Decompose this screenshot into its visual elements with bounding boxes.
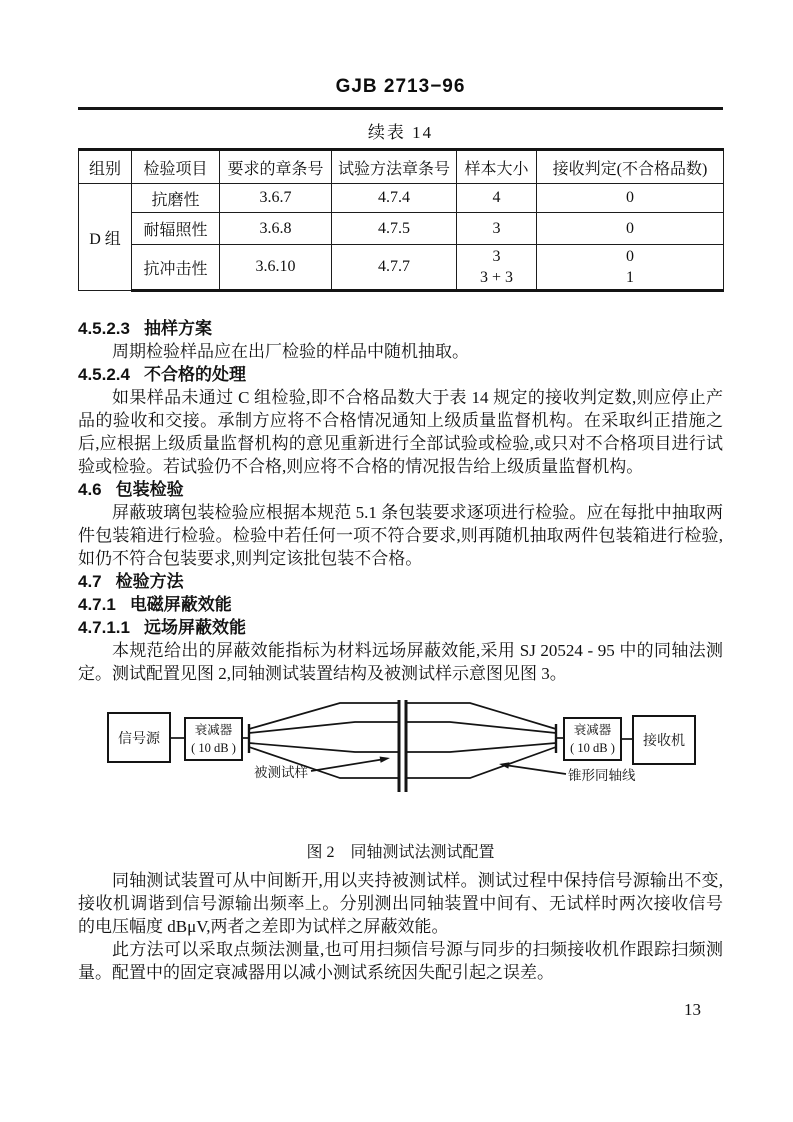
col-header-item: 检验项目: [132, 150, 220, 184]
heading-number: 4.5.2.3: [78, 319, 130, 338]
col-header-req-clause: 要求的章条号: [220, 150, 332, 184]
accept-cell: 0: [537, 184, 724, 213]
heading-number: 4.7.1: [78, 595, 116, 614]
heading-4-5-2-3: [78, 317, 723, 340]
accept-cell: [537, 245, 724, 291]
sample-line-1: 3: [492, 248, 501, 265]
heading-title: 检验方法: [115, 572, 184, 591]
sample-cell: 3: [457, 213, 537, 245]
col-header-accept: 接收判定(不合格品数): [537, 150, 724, 184]
col-header-group: 组别: [79, 150, 132, 184]
right-inner-bottom-line: [407, 743, 556, 752]
col-header-method-clause: 试验方法章条号: [332, 150, 457, 184]
coaxial-test-diagram: [78, 698, 723, 812]
conical-coax-label: 锥形同轴线: [568, 768, 636, 783]
heading-4-7: [78, 570, 723, 593]
req-clause-cell: 3.6.7: [220, 184, 332, 213]
paragraph-sampling: 周期检验样品应在出厂检验的样品中随机抽取。: [112, 342, 469, 361]
req-clause-cell: 3.6.8: [220, 213, 332, 245]
accept-line-1: 0: [626, 248, 634, 265]
table-row: [79, 184, 724, 213]
sample-arrowhead-icon: [380, 757, 390, 763]
table-header-row: [79, 150, 724, 184]
inspection-table: [78, 148, 724, 292]
page-number: 13: [684, 1000, 701, 1019]
sample-leader-line: [311, 760, 381, 771]
table-title: 续表 14: [367, 123, 434, 142]
heading-4-7-1-1: [78, 616, 723, 639]
heading-4-5-2-4: [78, 363, 723, 386]
attenuator-left-value: ( 10 dB ): [191, 741, 236, 755]
paragraph-far-field: 本规范给出的屏蔽效能指标为材料远场屏蔽效能,采用 SJ 20524 - 95 中的同轴法测定。测试配置见图 2,同轴测试装置结构及被测试样示意图见图 3。: [78, 641, 723, 683]
attenuator-right-value: ( 10 dB ): [570, 741, 615, 755]
left-inner-top-line: [249, 722, 398, 733]
post-figure-content: [78, 869, 723, 984]
method-clause-cell: 4.7.7: [332, 245, 457, 291]
figure-title: 同轴测试法测试配置: [350, 844, 495, 861]
heading-4-7-1: [78, 593, 723, 616]
accept-cell: 0: [537, 213, 724, 245]
table-row: [79, 213, 724, 245]
figure-number: 图 2: [306, 844, 335, 861]
item-cell: 抗冲击性: [132, 245, 220, 291]
method-clause-cell: 4.7.5: [332, 213, 457, 245]
left-inner-bottom-line: [249, 743, 398, 752]
attenuator-right-label: 衰减器: [573, 723, 612, 737]
sample-line-2: 3 + 3: [479, 269, 514, 286]
signal-source-label: 信号源: [118, 732, 160, 747]
paragraph-nonconforming: 如果样品未通过 C 组检验,即不合格品数大于表 14 规定的接收判定数,则应停止产品的验收和交接。承制方应将不合格情况通知上级质量监督机构。在采取纠正措施之后,应根据上级质量监督机构的意见重新进行全部试验或检验,或只对不合格项目进行试验或检验。若试验仍不合格,则应将不合格的情况报告给上级质量监督机构。: [78, 388, 723, 476]
table-row: [79, 245, 724, 291]
figure-caption: [78, 839, 723, 862]
heading-4-6: [78, 478, 723, 501]
req-clause-cell: 3.6.10: [220, 245, 332, 291]
heading-number: 4.6: [78, 480, 102, 499]
attenuator-left-label: 衰减器: [194, 723, 233, 737]
paragraph-coaxial-method: 同轴测试装置可从中间断开,用以夹持被测试样。测试过程中保持信号源输出不变,接收机调谐到信号源输出频率上。分别测出同轴装置中间有、无试样时两次接收信号的电压幅度 dBμV,两者之差即为试样之屏蔽效能。: [78, 871, 723, 936]
paragraph-sweep-method: 此方法可以采取点频法测量,也可用扫频信号源与同步的扫频接收机作跟踪扫频测量。配置中的固定衰减器用以减小测试系统因失配引起之误差。: [78, 940, 723, 982]
sample-cell: [457, 245, 537, 291]
heading-title: 抽样方案: [144, 319, 212, 338]
group-cell: D 组: [79, 184, 132, 291]
heading-title: 远场屏蔽效能: [144, 618, 246, 637]
right-inner-top-line: [407, 722, 556, 733]
heading-number: 4.5.2.4: [78, 365, 130, 384]
paragraph-packaging: 屏蔽玻璃包装检验应根据本规范 5.1 条包装要求逐项进行检验。应在每批中抽取两件包装箱进行检验。检验中若任何一项不符合要求,则再随机抽取两件包装箱进行检验,如仍不符合包装要求,则判定该批包装不合格。: [78, 503, 723, 568]
doc-code: GJB 2713−96: [335, 76, 466, 97]
heading-number: 4.7.1.1: [78, 618, 130, 637]
heading-title: 电磁屏蔽效能: [129, 595, 232, 614]
cone-leader-line: [508, 766, 566, 775]
accept-line-2: 1: [626, 269, 634, 286]
method-clause-cell: 4.7.4: [332, 184, 457, 213]
sample-cell: 4: [457, 184, 537, 213]
sample-under-test-label: 被测试样: [254, 765, 308, 780]
body-content: [78, 317, 723, 685]
heading-number: 4.7: [78, 572, 102, 591]
heading-title: 包装检验: [115, 480, 184, 499]
item-cell: 抗磨性: [132, 184, 220, 213]
receiver-label: 接收机: [643, 734, 685, 749]
col-header-sample-size: 样本大小: [457, 150, 537, 184]
heading-title: 不合格的处理: [144, 365, 246, 384]
item-cell: 耐辐照性: [132, 213, 220, 245]
header-rule: [78, 107, 723, 110]
